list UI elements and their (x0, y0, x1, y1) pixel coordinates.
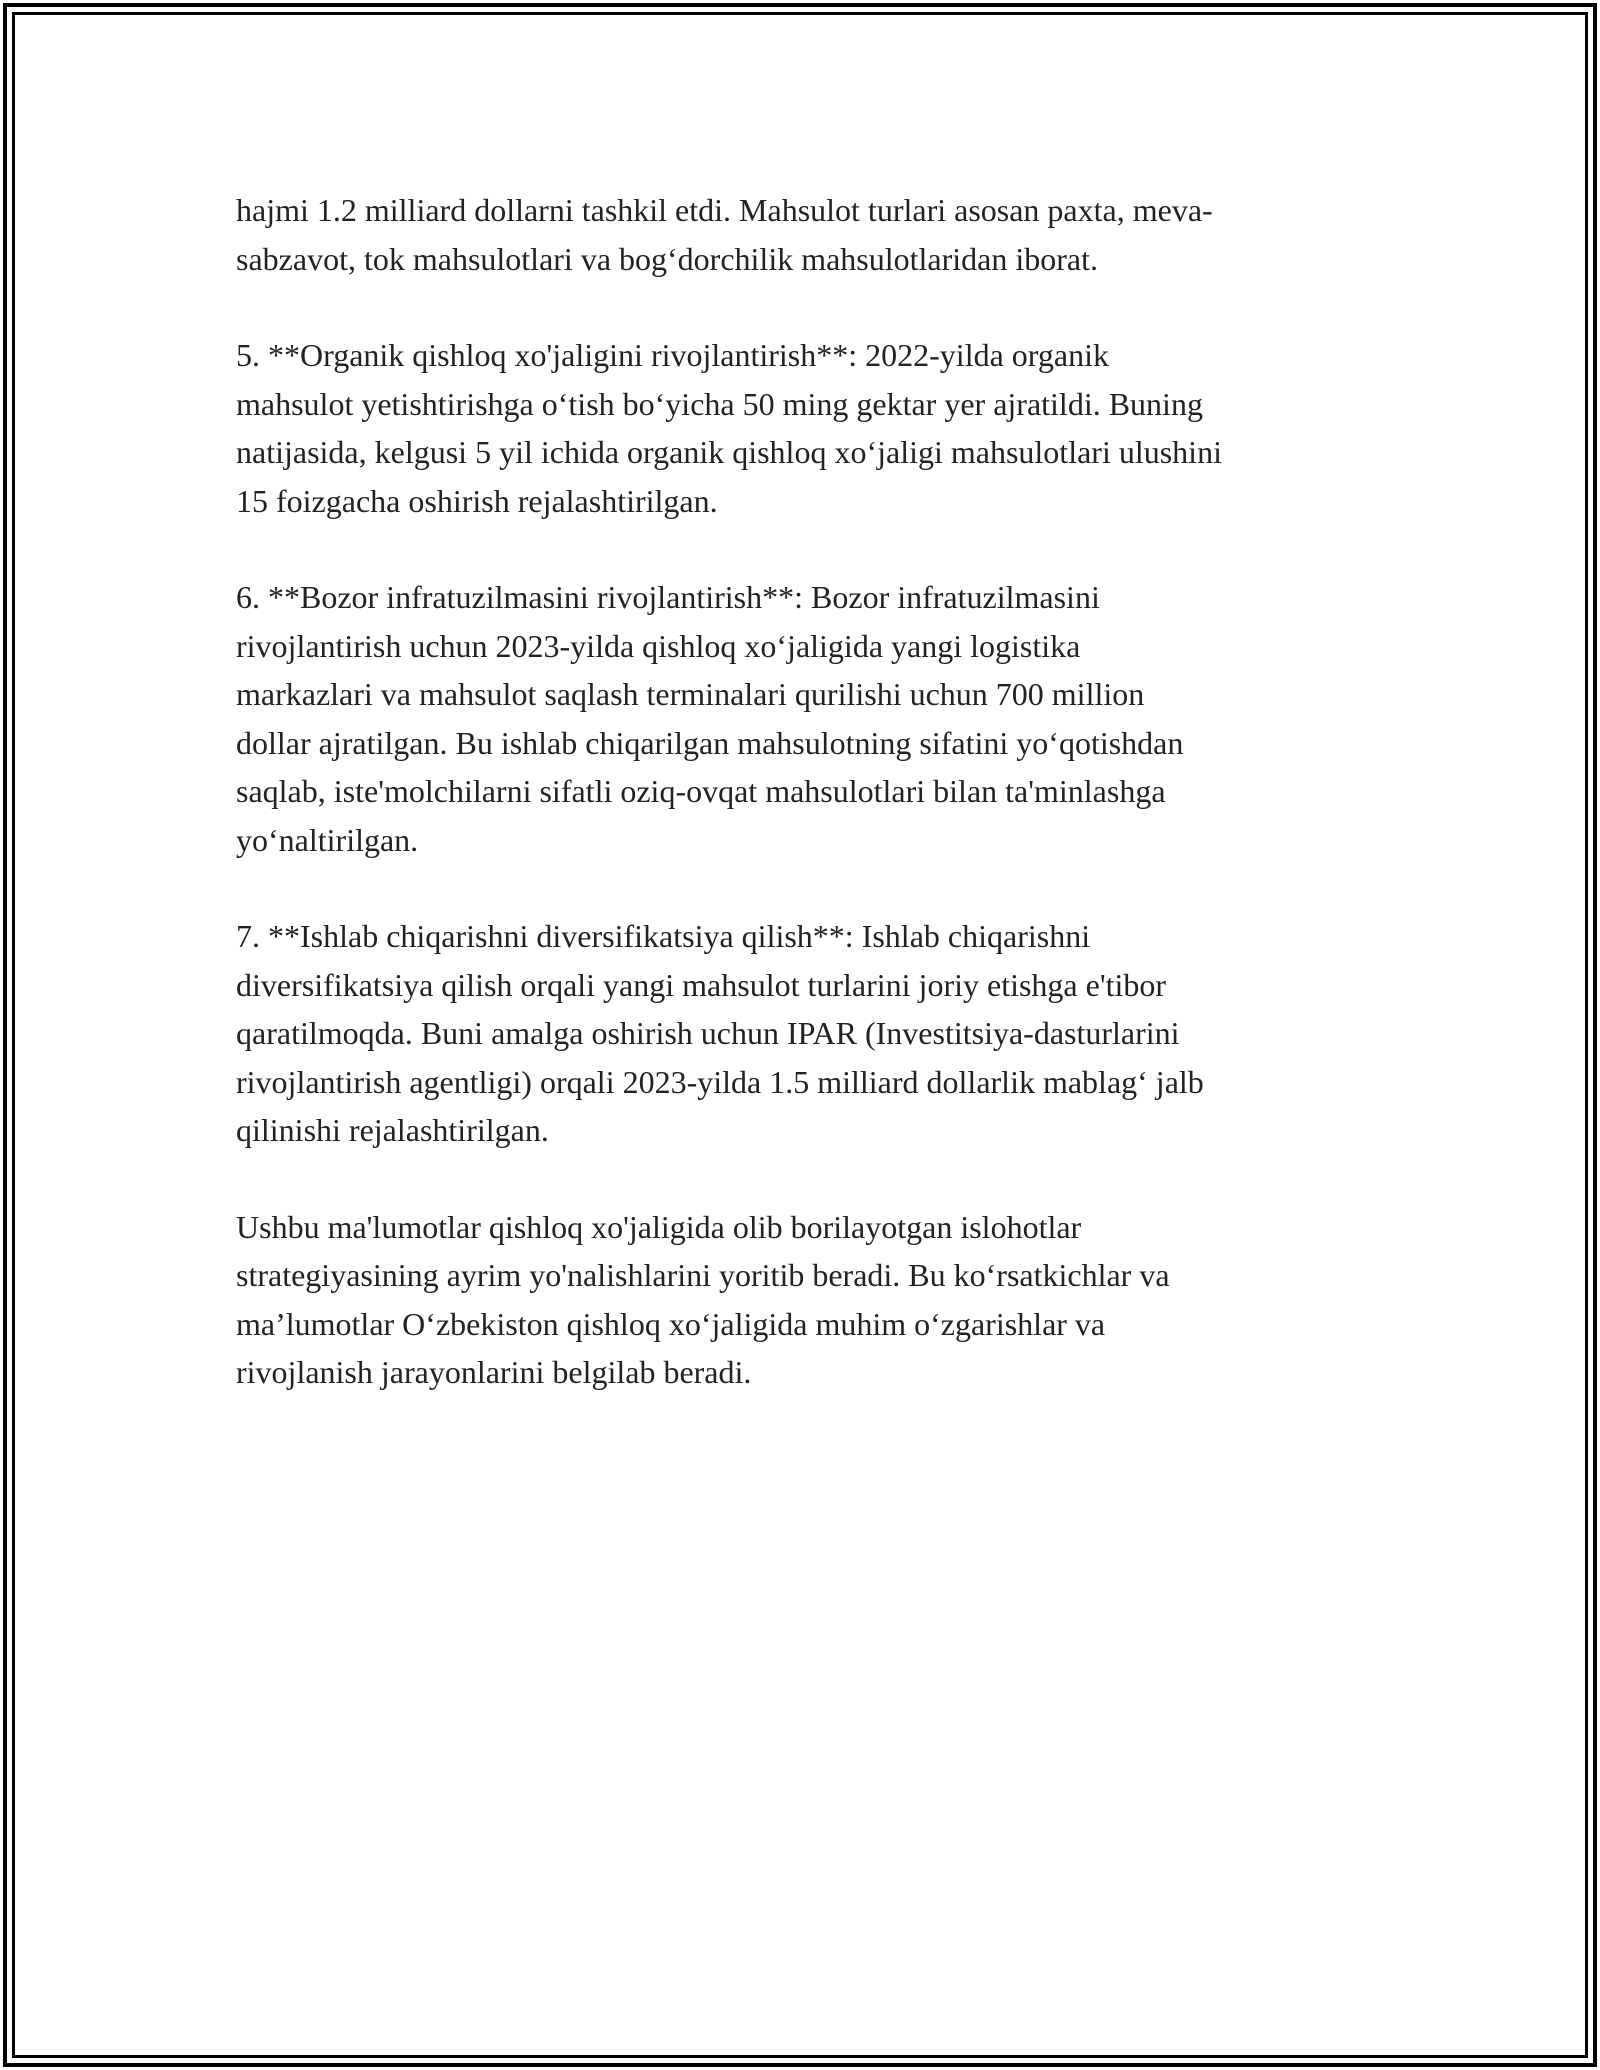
text-line: rivojlanish jarayonlarini belgilab beradi. (236, 1354, 752, 1390)
text-line: Ushbu ma'lumotlar qishloq xo'jaligida olib borilayotgan islohotlar (236, 1208, 1082, 1245)
text-line: ma’lumotlar O‘zbekiston qishloq xo‘jaligida muhim o‘zgarishlar va (236, 1305, 1106, 1342)
text-line: natijasida, kelgusi 5 yil ichida organik qishloq xo‘jaligi mahsulotlari ulushini (236, 434, 1222, 470)
text-line: rivojlantirish agentligi) orqali 2023-yilda 1.5 milliard dollarlik mablag‘ jalb (236, 1063, 1204, 1100)
text-line: rivojlantirish uchun 2023-yilda qishloq xo‘jaligida yangi logistika (236, 627, 1081, 664)
text-line: yo‘naltirilgan. (236, 821, 419, 858)
text-line: dollar ajratilgan. Bu ishlab chiqarilgan mahsulotning sifatini yo‘qotishdan (236, 724, 1184, 761)
paragraph-item-5-organic-agriculture (236, 331, 1396, 525)
text-line: diversifikatsiya qilish orqali yangi mahsulot turlarini joriy etishga e'tibor (236, 966, 1167, 1003)
text-line: 7. **Ishlab chiqarishni diversifikatsiya qilish**: Ishlab chiqarishni (236, 918, 1091, 954)
text-line: 15 foizgacha oshirish rejalashtirilgan. (236, 482, 718, 519)
text-line: saqlab, iste'molchilarni sifatli oziq-ovqat mahsulotlari bilan ta'minlashga (236, 773, 1166, 809)
text-line: 5. **Organik qishloq xo'jaligini rivojlantirish**: 2022-yilda organik (236, 337, 1109, 373)
text-line: hajmi 1.2 milliard dollarni tashkil etdi. Mahsulot turlari asosan paxta, meva- (236, 192, 1213, 228)
document-body (236, 186, 1396, 1445)
paragraph-conclusion (236, 1203, 1396, 1397)
text-line: 6. **Bozor infratuzilmasini rivojlantirish**: Bozor infratuzilmasini (236, 579, 1100, 615)
text-line: qilinishi rejalashtirilgan. (236, 1112, 549, 1148)
text-line: mahsulot yetishtirishga o‘tish bo‘yicha 50 ming gektar yer ajratildi. Buning (236, 385, 1203, 422)
text-line: sabzavot, tok mahsulotlari va bog‘dorchilik mahsulotlaridan iborat. (236, 240, 1099, 277)
paragraph-item-7-production-diversification (236, 912, 1396, 1155)
paragraph-item-6-market-infrastructure (236, 573, 1396, 864)
text-line: markazlari va mahsulot saqlash terminalari qurilishi uchun 700 million (236, 676, 1145, 712)
text-line: qaratilmoqda. Buni amalga oshirish uchun IPAR (Investitsiya-dasturlarini (236, 1015, 1180, 1051)
paragraph-intro-continuation (236, 186, 1396, 283)
text-line: strategiyasining ayrim yo'nalishlarini yoritib beradi. Bu ko‘rsatkichlar va (236, 1257, 1170, 1293)
